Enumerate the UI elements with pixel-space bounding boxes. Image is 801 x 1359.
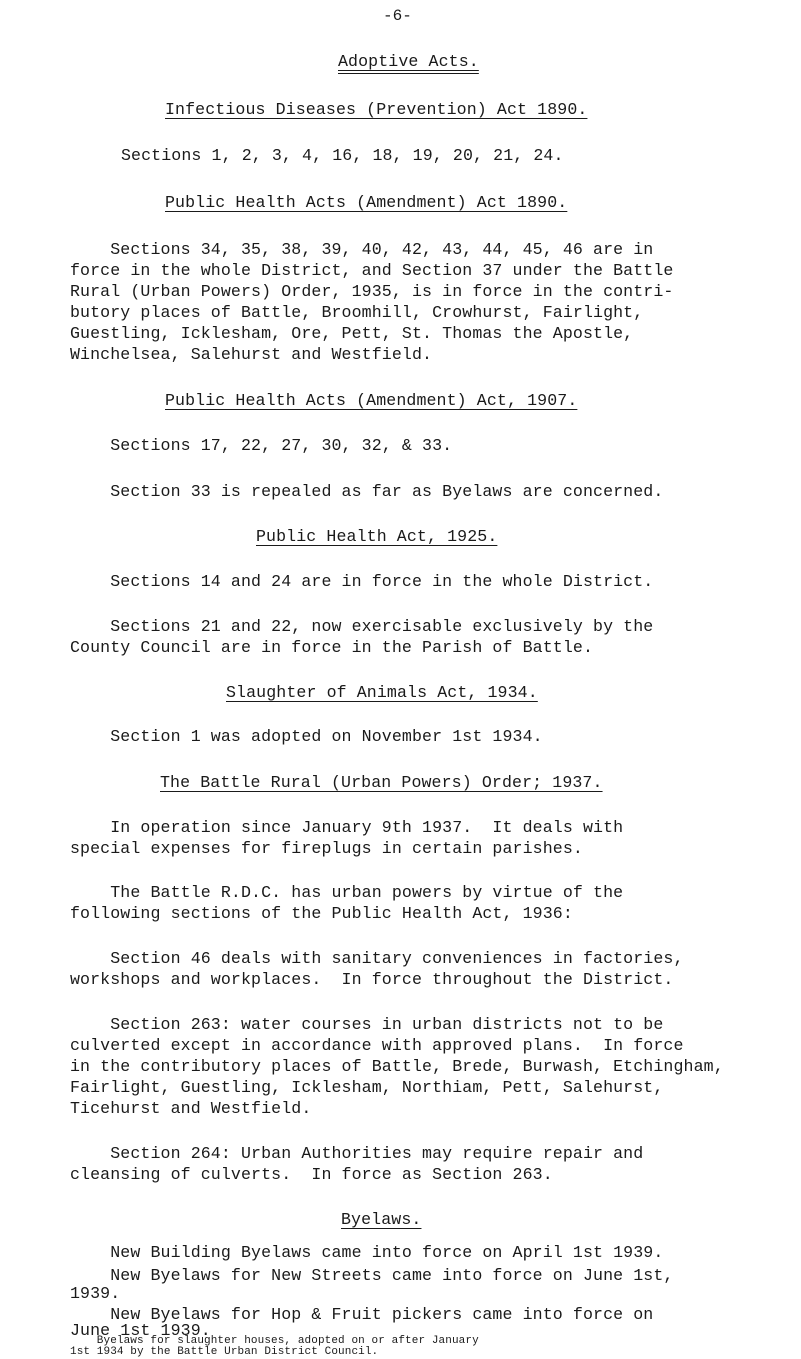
page-title: Adoptive Acts.	[338, 52, 479, 71]
section-heading: Slaughter of Animals Act, 1934.	[226, 683, 538, 702]
section-heading: Public Health Acts (Amendment) Act 1890.	[165, 193, 568, 212]
text-line: force in the whole District, and Section 37 under the Battle	[70, 261, 674, 280]
text-line: Section 46 deals with sanitary conveniences in factories,	[70, 949, 684, 968]
text-line: Rural (Urban Powers) Order, 1935, is in force in the contri-	[70, 282, 674, 301]
text-line: Section 1 was adopted on November 1st 1934.	[70, 727, 543, 746]
text-line: Byelaws for slaughter houses, adopted on or after January	[70, 1335, 479, 1347]
text-line: June 1st 1939.	[70, 1321, 211, 1340]
text-line: Fairlight, Guestling, Icklesham, Northiam, Pett, Salehurst,	[70, 1078, 664, 1097]
text-line: in the contributory places of Battle, Brede, Burwash, Etchingham,	[70, 1057, 724, 1076]
text-line: butory places of Battle, Broomhill, Crowhurst, Fairlight,	[70, 303, 644, 322]
text-line: Guestling, Icklesham, Ore, Pett, St. Thomas the Apostle,	[70, 324, 634, 343]
text-line: special expenses for fireplugs in certain parishes.	[70, 839, 583, 858]
text-line: following sections of the Public Health Act, 1936:	[70, 904, 573, 923]
text-line: Section 264: Urban Authorities may require repair and	[70, 1144, 644, 1163]
text-line: In operation since January 9th 1937. It deals with	[70, 818, 624, 837]
text-line: Section 263: water courses in urban districts not to be	[70, 1015, 664, 1034]
text-line: 1st 1934 by the Battle Urban District Council.	[70, 1346, 379, 1358]
text-line: Ticehurst and Westfield.	[70, 1099, 312, 1118]
section-heading: The Battle Rural (Urban Powers) Order; 1937.	[160, 773, 603, 792]
section-heading: Byelaws.	[341, 1210, 422, 1229]
text-line: New Byelaws for New Streets came into force on June 1st,	[70, 1266, 674, 1285]
text-line: Winchelsea, Salehurst and Westfield.	[70, 345, 433, 364]
text-line: Section 33 is repealed as far as Byelaws are concerned.	[70, 482, 664, 501]
text-line: Sections 34, 35, 38, 39, 40, 42, 43, 44, 45, 46 are in	[70, 240, 654, 259]
text-line: 1939.	[70, 1284, 121, 1303]
text-line: Sections 21 and 22, now exercisable exclusively by the	[70, 617, 654, 636]
text-line: County Council are in force in the Parish of Battle.	[70, 638, 594, 657]
text-line: The Battle R.D.C. has urban powers by virtue of the	[70, 883, 624, 902]
text-line: culverted except in accordance with approved plans. In force	[70, 1036, 684, 1055]
text-line: Sections 14 and 24 are in force in the whole District.	[70, 572, 654, 591]
section-heading: Public Health Acts (Amendment) Act, 1907.	[165, 391, 578, 410]
text-line: New Byelaws for Hop & Fruit pickers came into force on	[70, 1305, 654, 1324]
section-heading: Infectious Diseases (Prevention) Act 1890.	[165, 100, 588, 119]
section-heading: Public Health Act, 1925.	[256, 527, 498, 546]
text-line: Sections 1, 2, 3, 4, 16, 18, 19, 20, 21, 24.	[121, 146, 564, 165]
text-line: Sections 17, 22, 27, 30, 32, & 33.	[70, 436, 453, 455]
page-number: -6-	[383, 7, 412, 25]
text-line: workshops and workplaces. In force throughout the District.	[70, 970, 674, 989]
text-line: New Building Byelaws came into force on April 1st 1939.	[70, 1243, 664, 1262]
text-line: cleansing of culverts. In force as Section 263.	[70, 1165, 553, 1184]
